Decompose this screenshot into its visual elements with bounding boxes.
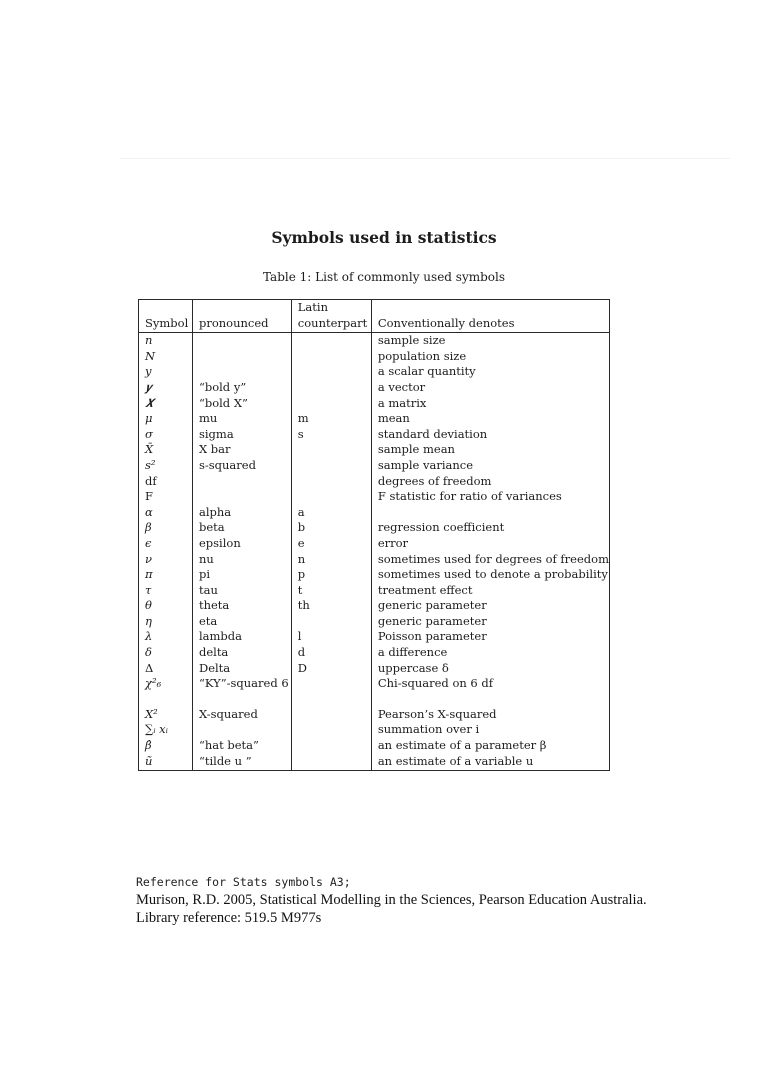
table-row	[139, 364, 610, 380]
symbol-cell: θ	[139, 598, 193, 614]
symbol-cell: X̄	[139, 442, 193, 458]
denotes-cell: sample mean	[371, 442, 609, 458]
symbol-cell: ũ	[139, 754, 193, 771]
denotes-cell: error	[371, 536, 609, 552]
symbol-cell: η	[139, 614, 193, 630]
pronounced-cell: “hat beta”	[192, 738, 291, 754]
table-row	[139, 396, 610, 412]
latin-cell	[291, 396, 371, 412]
latin-cell: b	[291, 520, 371, 536]
table-row	[139, 614, 610, 630]
denotes-cell: sometimes used for degrees of freedom	[371, 552, 609, 568]
denotes-cell	[371, 505, 609, 521]
denotes-cell: uppercase δ	[371, 661, 609, 677]
pronounced-cell: tau	[192, 583, 291, 599]
reference-citation: Murison, R.D. 2005, Statistical Modelling in the Sciences, Pearson Education Australia.	[136, 892, 647, 908]
table-row	[139, 738, 610, 754]
header-latin-line2: counterpart	[297, 315, 368, 330]
symbol-cell: δ	[139, 645, 193, 661]
symbol-cell: α	[139, 505, 193, 521]
latin-cell: s	[291, 427, 371, 443]
symbol-cell: Δ	[139, 661, 193, 677]
pronounced-cell: mu	[192, 411, 291, 427]
pronounced-cell: theta	[192, 598, 291, 614]
latin-cell	[291, 692, 371, 723]
table-row	[139, 722, 610, 738]
pronounced-cell: “tilde u ”	[192, 754, 291, 771]
symbol-cell: 𝒚	[139, 380, 193, 396]
symbol-cell: X²	[139, 692, 193, 723]
table-row	[139, 583, 610, 599]
reference-heading: Reference for Stats symbols A3;	[136, 875, 351, 889]
denotes-cell: an estimate of a parameter β	[371, 738, 609, 754]
latin-cell: m	[291, 411, 371, 427]
symbol-cell: π	[139, 567, 193, 583]
table-row	[139, 411, 610, 427]
table-row	[139, 474, 610, 490]
symbol-cell: μ	[139, 411, 193, 427]
pronounced-cell: “bold X”	[192, 396, 291, 412]
symbol-cell: β	[139, 520, 193, 536]
symbols-table	[138, 299, 610, 771]
pronounced-cell: “bold y”	[192, 380, 291, 396]
library-reference: Library reference: 519.5 M977s	[136, 910, 322, 926]
denotes-cell: mean	[371, 411, 609, 427]
symbol-cell: F	[139, 489, 193, 505]
symbol-cell: β̂	[139, 738, 193, 754]
pronounced-cell: lambda	[192, 629, 291, 645]
pronounced-cell: delta	[192, 645, 291, 661]
pronounced-cell: alpha	[192, 505, 291, 521]
table-row	[139, 661, 610, 677]
symbol-cell: ∑ᵢ xᵢ	[139, 722, 193, 738]
latin-cell	[291, 380, 371, 396]
table-row	[139, 598, 610, 614]
latin-cell	[291, 676, 371, 692]
symbol-cell: λ	[139, 629, 193, 645]
pronounced-cell: pi	[192, 567, 291, 583]
denotes-cell: sometimes used to denote a probability	[371, 567, 609, 583]
latin-cell	[291, 489, 371, 505]
pronounced-cell: “KY”-squared 6	[192, 676, 291, 692]
symbol-cell: 𝑿	[139, 396, 193, 412]
table-row	[139, 349, 610, 365]
latin-cell: th	[291, 598, 371, 614]
header-latin-line1: Latin	[297, 300, 328, 314]
table-row	[139, 629, 610, 645]
denotes-cell: F statistic for ratio of variances	[371, 489, 609, 505]
reference-block	[136, 875, 736, 927]
latin-cell: d	[291, 645, 371, 661]
denotes-cell: generic parameter	[371, 614, 609, 630]
pronounced-cell	[192, 349, 291, 365]
denotes-cell: a difference	[371, 645, 609, 661]
table-row	[139, 520, 610, 536]
denotes-cell: Poisson parameter	[371, 629, 609, 645]
pronounced-cell: X-squared	[192, 692, 291, 723]
latin-cell	[291, 722, 371, 738]
header-denotes: Conventionally denotes	[371, 300, 609, 333]
scan-artifact-line	[120, 158, 730, 159]
symbol-cell: n	[139, 333, 193, 349]
table-row	[139, 536, 610, 552]
denotes-cell: degrees of freedom	[371, 474, 609, 490]
latin-cell	[291, 754, 371, 771]
pronounced-cell: beta	[192, 520, 291, 536]
latin-cell: n	[291, 552, 371, 568]
denotes-cell: Pearson’s X-squared	[371, 692, 609, 723]
latin-cell: e	[291, 536, 371, 552]
denotes-cell: population size	[371, 349, 609, 365]
header-latin-counterpart	[291, 300, 371, 333]
latin-cell: a	[291, 505, 371, 521]
denotes-cell: Chi-squared on 6 df	[371, 676, 609, 692]
table-row	[139, 692, 610, 723]
table-row	[139, 567, 610, 583]
pronounced-cell: nu	[192, 552, 291, 568]
pronounced-cell	[192, 333, 291, 349]
pronounced-cell	[192, 364, 291, 380]
table-row	[139, 333, 610, 349]
pronounced-cell	[192, 474, 291, 490]
latin-cell	[291, 442, 371, 458]
pronounced-cell: epsilon	[192, 536, 291, 552]
pronounced-cell: X bar	[192, 442, 291, 458]
table-row	[139, 754, 610, 771]
denotes-cell: sample size	[371, 333, 609, 349]
pronounced-cell	[192, 489, 291, 505]
document-title: Symbols used in statistics	[271, 228, 497, 247]
latin-cell: t	[291, 583, 371, 599]
table-row	[139, 489, 610, 505]
denotes-cell: standard deviation	[371, 427, 609, 443]
latin-cell	[291, 458, 371, 474]
table-row	[139, 552, 610, 568]
header-pronounced: pronounced	[192, 300, 291, 333]
latin-cell: D	[291, 661, 371, 677]
table-row	[139, 380, 610, 396]
table-caption: Table 1: List of commonly used symbols	[262, 270, 506, 284]
denotes-cell: regression coefficient	[371, 520, 609, 536]
symbol-cell: N	[139, 349, 193, 365]
denotes-cell: treatment effect	[371, 583, 609, 599]
denotes-cell: summation over i	[371, 722, 609, 738]
symbol-cell: σ	[139, 427, 193, 443]
table-row	[139, 458, 610, 474]
symbol-cell: ν	[139, 552, 193, 568]
denotes-cell: an estimate of a variable u	[371, 754, 609, 771]
pronounced-cell: eta	[192, 614, 291, 630]
latin-cell: p	[291, 567, 371, 583]
symbol-cell: y	[139, 364, 193, 380]
pronounced-cell: sigma	[192, 427, 291, 443]
latin-cell	[291, 738, 371, 754]
table-row	[139, 645, 610, 661]
latin-cell	[291, 333, 371, 349]
symbol-cell: ϵ	[139, 536, 193, 552]
table-header-row	[139, 300, 610, 333]
table-row	[139, 442, 610, 458]
latin-cell	[291, 474, 371, 490]
symbol-cell: χ²₆	[139, 676, 193, 692]
pronounced-cell	[192, 722, 291, 738]
latin-cell	[291, 364, 371, 380]
table-row	[139, 505, 610, 521]
table-row	[139, 676, 610, 692]
latin-cell	[291, 614, 371, 630]
symbol-cell: df	[139, 474, 193, 490]
pronounced-cell: Delta	[192, 661, 291, 677]
table-row	[139, 427, 610, 443]
denotes-cell: sample variance	[371, 458, 609, 474]
denotes-cell: a matrix	[371, 396, 609, 412]
denotes-cell: a vector	[371, 380, 609, 396]
latin-cell: l	[291, 629, 371, 645]
symbol-cell: τ	[139, 583, 193, 599]
latin-cell	[291, 349, 371, 365]
denotes-cell: generic parameter	[371, 598, 609, 614]
header-symbol: Symbol	[139, 300, 193, 333]
pronounced-cell: s-squared	[192, 458, 291, 474]
symbol-cell: s²	[139, 458, 193, 474]
denotes-cell: a scalar quantity	[371, 364, 609, 380]
